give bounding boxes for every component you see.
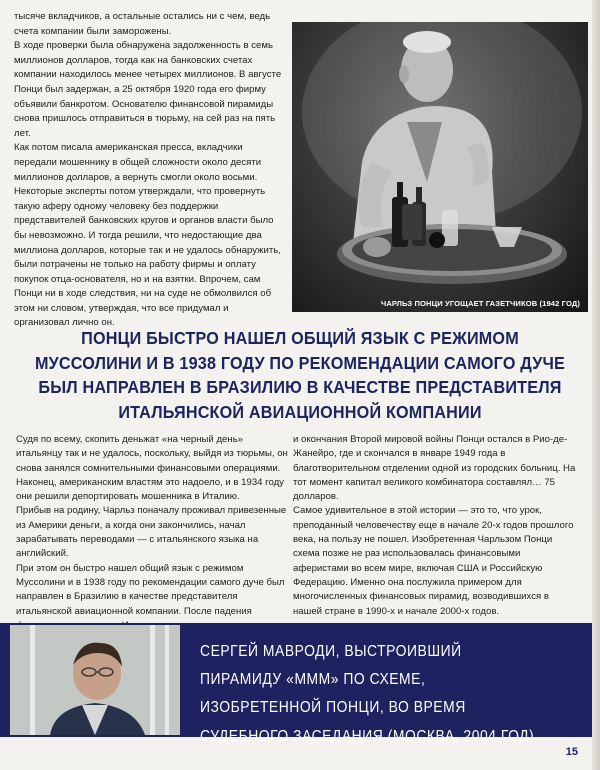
left-column [16,433,292,633]
paragraph: При этом он быстро нашел общий язык с режимом Муссолини и в 1938 году по рекомендации самого дуче был направлен в Бразилию в качестве представителя итальянской авиационной компании. После падения [16,562,285,617]
paragraph: тысяче вкладчиков, а остальные остались ни с чем, ведь счета компании были заморожены. [14,11,271,37]
paragraph: В ходе проверки была обнаружена задолженность в семь миллионов долларов, тогда как на банковских счетах компании находилось менее четырех миллионов. В августе Понци был задержан, а 25 октября 1920 года его фирму объявили банкротом. Основателю финансовой пирамиды снова пришлось отправиться в тюрьму, на сей раз на пять лет. [14,40,282,139]
photo-caption: ЧАРЛЬЗ ПОНЦИ УГОЩАЕТ ГАЗЕТЧИКОВ (1942 ГОД) [380,299,580,308]
ponzi-photo-illustration [292,22,588,312]
mavrodi-photo-illustration [10,625,180,735]
right-column [293,433,577,619]
page-edge [592,0,600,770]
paragraph: Прибыв на родину, Чарльз поначалу проживал привезенные из Америки деньги, а когда они закончились, начал зарабатывать переводами — с итальянского языка на английский. [16,505,287,560]
page-number: 15 [565,746,578,758]
top-text-block [14,10,282,331]
pull-quote-headline: ПОНЦИ БЫСТРО НАШЕЛ ОБЩИЙ ЯЗЫК С РЕЖИМОМ МУССОЛИНИ И В 1938 ГОДУ ПО РЕКОМЕНДАЦИИ САМОГО ДУЧЕ БЫЛ НАПРАВЛЕН В БРАЗИЛИЮ В КАЧЕСТВЕ ПРЕДСТАВИТЕЛЯ ИТАЛЬЯНСКОЙ АВИАЦИОННОЙ КОМПАНИИ [34,328,565,422]
band-caption: СЕРГЕЙ МАВРОДИ, ВЫСТРОИВШИЙ ПИРАМИДУ «МММ» ПО СХЕМЕ, ИЗОБРЕТЕННОЙ ПОНЦИ, ВО ВРЕМЯ СУДЕБНОГО ЗАСЕДАНИЯ (МОСКВА, 2004 ГОД) [200,643,535,745]
mavrodi-photo [10,625,180,735]
paragraph: Самое удивительное в этой истории — это то, что урок, преподанный человечеству еще в начале 20-х годов прошлого века, на пользу не пошел. Изобретенная Чарльзом Понци схема позже не раз использовалась финансовыми аферистами во всем мире, включая США и Российскую Федерацию. Именно она послужила примером для многочисленных финансовых пирамид, возводившихся в нашей стране в 1990-х и начале 2000-х годов. [293,505,574,617]
paragraph: Судя по всему, скопить деньжат «на черный день» итальянцу так и не удалось, поскольку, выйдя из тюрьмы, он снова занялся сомнительными финансовыми операциями. Наконец, американским властям это надоело, и в 1934 году они решили депортировать мошенника в Италию. [16,434,288,503]
ponzi-photo [292,22,588,312]
paragraph: и окончания Второй мировой войны Понци остался в Рио-де-Жанейро, где и скончался в январе 1949 года в благотворительном отделении одной из городских больниц. На тот момент капитал великого комбинатора составлял… 75 долларов. [293,434,576,503]
paragraph: Как потом писала американская пресса, вкладчики передали мошеннику в общей сложности около десяти миллионов долларов, а вернуть смогли около восьми. Некоторые эксперты потом утверждали, что провернуть такую аферу одному человеку без поддержки представителей банковских кругов и органов власти было бы невозможно. И тогда решили, что недостающие два миллиона долларов, которые так и не удалось обнаружить, были потрачены не только на работу фирмы и оплату покупок отца-основателя, но и на взятки. Впрочем, сам Понци ни в ходе следствия, ни на суде не обмолвился об этом ни словом, утверждая, что все придумал и организовал лично он. [14,142,281,329]
